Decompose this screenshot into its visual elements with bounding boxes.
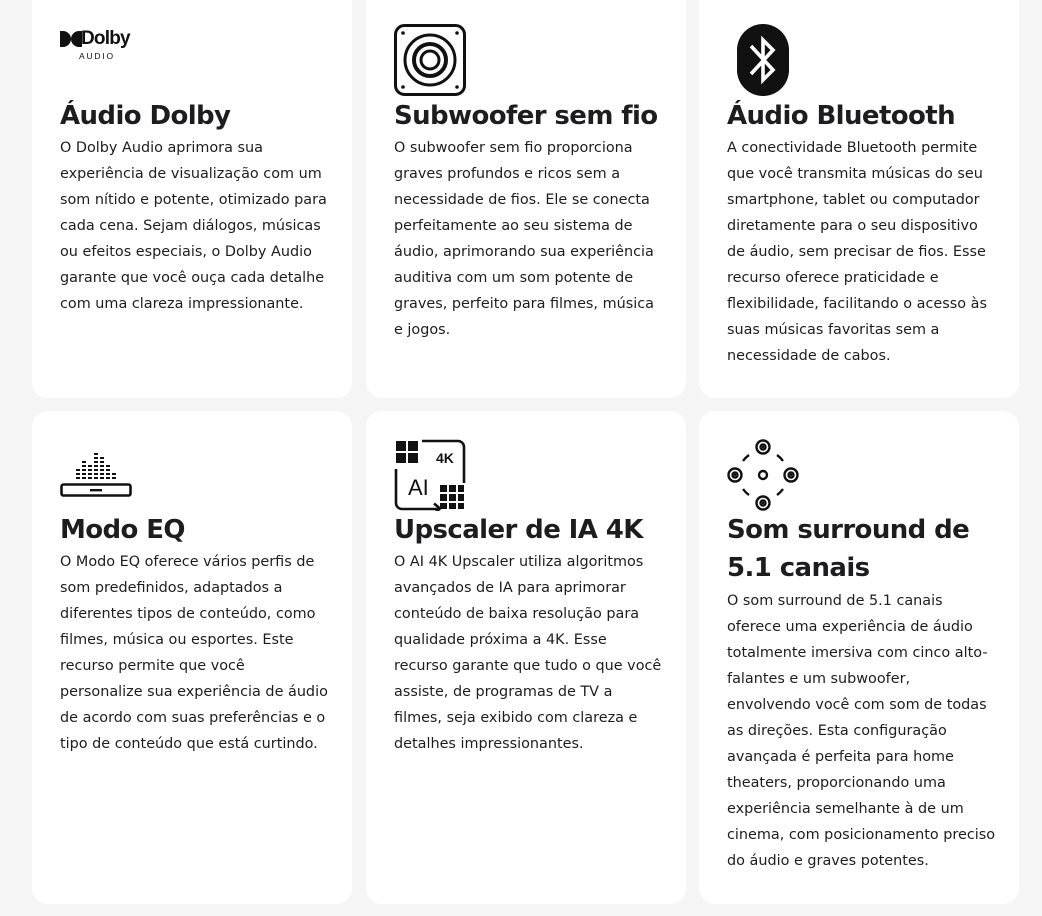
feature-card-surround — [699, 411, 1019, 904]
feature-card-subwoofer — [366, 0, 686, 398]
feature-description: O som surround de 5.1 canais oferece uma experiência de áudio totalmente imersiva com cinco alto-falantes e um subwoofer, envolvendo você com som de todas as direções. Esta configuração avançada é perfeita para home theaters, proporcionando uma experiência semelhante à de um cinema, com posicionamento preciso do áudio e graves potentes. — [727, 593, 996, 869]
surround-5-1-icon — [727, 439, 799, 511]
feature-title: Áudio Bluetooth — [727, 101, 956, 131]
feature-card-bluetooth — [699, 0, 1019, 398]
feature-description: O Dolby Audio aprimora sua experiência de visualização com um som nítido e potente, otimizado para cada cena. Sejam diálogos, músicas ou efeitos especiais, o Dolby Audio garante que você ouça cada detalhe com uma clareza impressionante. — [60, 140, 327, 312]
feature-card-dolby — [32, 0, 352, 398]
bluetooth-icon — [727, 24, 799, 96]
feature-title: Modo EQ — [60, 515, 185, 545]
feature-description: O AI 4K Upscaler utiliza algoritmos avançados de IA para aprimorar conteúdo de baixa resolução para qualidade próxima a 4K. Esse recurso garante que tudo o que você assiste, de programas de TV a filmes, seja exibido com clareza e detalhes impressionantes. — [394, 554, 662, 752]
ai-4k-label: 4K — [436, 450, 454, 466]
feature-description: O Modo EQ oferece vários perfis de som predefinidos, adaptados a diferentes tipos de conteúdo, como filmes, música ou esportes. Este recurso permite que você personalize sua experiência de áudio de acordo com suas preferências e o tipo de conteúdo que está curtindo. — [60, 554, 328, 752]
dolby-audio-logo-icon: Dolby AUDIO — [60, 30, 140, 62]
feature-card-eq — [32, 411, 352, 904]
subwoofer-icon — [394, 24, 466, 96]
feature-description: A conectividade Bluetooth permite que você transmita músicas do seu smartphone, tablet ou computador diretamente para o seu dispositivo de áudio, sem precisar de fios. Esse recurso oferece praticidade e flexibilidade, facilitando o acesso às suas músicas favoritas sem a necessidade de cabos. — [727, 140, 987, 364]
feature-title: Som surround de 5.1 canais — [727, 515, 970, 583]
feature-title: Áudio Dolby — [60, 101, 231, 131]
feature-card-upscaler — [366, 411, 686, 904]
ai-label: AI — [408, 475, 429, 500]
ai-4k-upscaler-icon — [394, 439, 466, 511]
feature-description: O subwoofer sem fio proporciona graves profundos e ricos sem a necessidade de fios. Ele se conecta perfeitamente ao seu sistema de áudio, aprimorando sua experiência auditiva com um som potente de graves, perfeito para filmes, música e jogos. — [394, 140, 654, 338]
feature-title: Subwoofer sem fio — [394, 101, 658, 131]
feature-title: Upscaler de IA 4K — [394, 515, 643, 545]
